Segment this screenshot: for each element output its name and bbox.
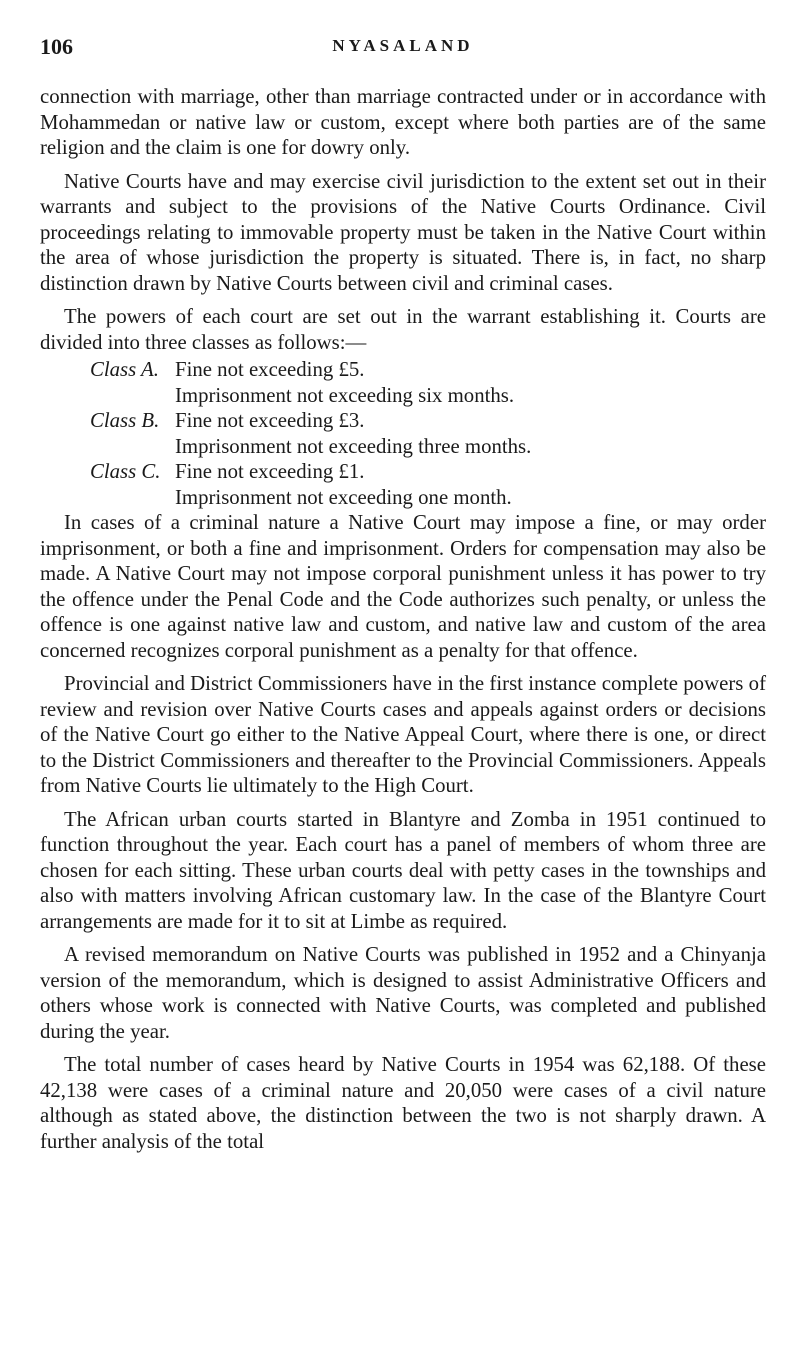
court-class-a bbox=[90, 357, 766, 408]
class-label: Class C. bbox=[90, 460, 161, 483]
paragraph-memorandum: A revised memorandum on Native Courts was published in 1952 and a Chinyanja version of the memorandum, which is designed to assist Administrative Officers and others whose work is connected with Native Courts, was completed and published during the year. bbox=[40, 943, 766, 1043]
class-fine: Fine not exceeding £1. bbox=[175, 460, 365, 483]
class-label: Class A. bbox=[90, 358, 159, 381]
paragraph-urban-courts: The African urban courts started in Blantyre and Zomba in 1951 continued to function throughout the year. Each court has a panel of members of whom three are chosen for each sitting. These urban courts deal with petty cases in the townships and also with matters involving African customary law. In the case of the Blantyre Court arrangements are made for it to sit at Limbe as required. bbox=[40, 807, 766, 933]
paragraph-marriage-continuation: connection with marriage, other than marriage contracted under or in accordance with Mohammedan or native law or custom, except where both parties are of the same religion and the claim is one for dowry only. bbox=[40, 85, 766, 159]
paragraph-case-totals: The total number of cases heard by Native Courts in 1954 was 62,188. Of these 42,138 were cases of a criminal nature and 20,050 were cases of a civil nature although as stated above, the distinction between the two is not sharply drawn. A further analysis of the total bbox=[40, 1053, 766, 1153]
paragraph-civil-jurisdiction: Native Courts have and may exercise civil jurisdiction to the extent set out in their warrants and subject to the provisions of the Native Courts Ordinance. Civil proceedings relating to immovable property must be taken in the Native Court within the area of whose jurisdiction the property is situated. There is, in fact, no sharp distinction drawn by Native Courts between civil and criminal cases. bbox=[40, 169, 766, 295]
court-class-b bbox=[90, 408, 766, 459]
class-imprisonment: Imprisonment not exceeding one month. bbox=[175, 485, 512, 509]
document-page bbox=[40, 34, 766, 1162]
paragraph-criminal-nature: In cases of a criminal nature a Native Court may impose a fine, or may order imprisonment, or both a fine and imprisonment. Orders for compensation may also be made. A Native Court may not impose corporal punishment unless it has power to try the offence under the Penal Code and the Code authorizes such penalty, or unless the offence is one against native law and custom, and native law and custom of the area concerned recognizes corporal punishment as a penalty for that offence. bbox=[40, 511, 766, 662]
running-title: NYASALAND bbox=[332, 36, 474, 55]
class-imprisonment: Imprisonment not exceeding six months. bbox=[175, 383, 515, 407]
paragraph-review-appeals: Provincial and District Commissioners have in the first instance complete powers of review and revision over Native Courts cases and appeals against orders or decisions of the Native Court go either to the Native Appeal Court, where there is one, or direct to the District Commissioners and thereafter to the Provincial Commissioners. Appeals from Native Courts lie ultimately to the High Court. bbox=[40, 672, 766, 797]
page-number: 106 bbox=[40, 34, 73, 59]
page-header bbox=[40, 34, 766, 70]
paragraph-court-classes-intro: The powers of each court are set out in the warrant establishing it. Courts are divided into three classes as follows:— bbox=[40, 305, 766, 354]
class-fine: Fine not exceeding £5. bbox=[175, 358, 365, 381]
body-text bbox=[40, 84, 766, 1154]
class-label: Class B. bbox=[90, 409, 160, 432]
court-classes-list bbox=[90, 357, 766, 510]
class-imprisonment: Imprisonment not exceeding three months. bbox=[175, 434, 532, 458]
class-fine: Fine not exceeding £3. bbox=[175, 409, 365, 432]
court-class-c bbox=[90, 459, 766, 510]
